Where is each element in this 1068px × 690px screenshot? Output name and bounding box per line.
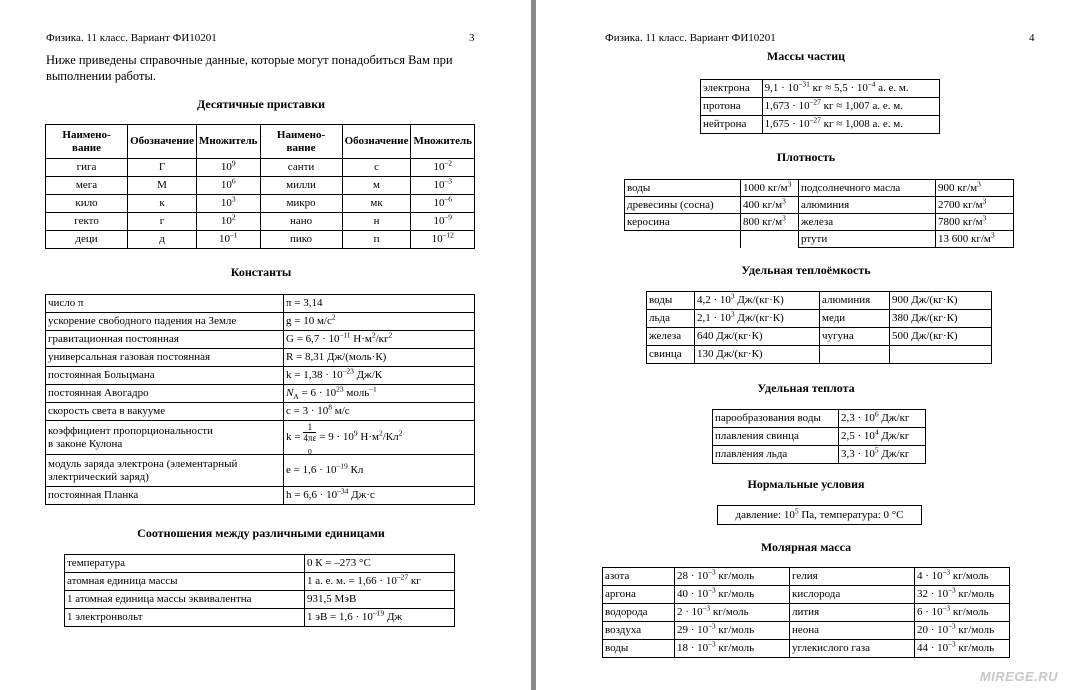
table-row [65, 609, 455, 627]
cell: гравитационная постоянная [46, 331, 284, 349]
table-row [46, 195, 475, 213]
constants-table [45, 294, 475, 505]
page-number: 4 [1029, 32, 1035, 44]
cell [820, 346, 890, 364]
cell: 800 $кг/м^3$ [741, 214, 799, 231]
cell: $10^{-12}$ [411, 231, 475, 249]
cell: $18 \cdot 10^{-3}$ кг/моль [675, 640, 790, 658]
cell: модуль заряда электрона (элементарный электрический заряд) [46, 455, 284, 487]
table-row [713, 446, 926, 464]
cell: коэффициент пропорциональности в законе Кулона [46, 421, 284, 455]
table-row [713, 410, 926, 428]
page-3 [0, 0, 531, 690]
cell: ускорение свободного падения на Земле [46, 313, 284, 331]
table-row [625, 214, 1014, 231]
table-row [647, 328, 992, 346]
table-row [46, 331, 475, 349]
table-row [46, 403, 475, 421]
cell: микро [260, 195, 342, 213]
cell: $4 \cdot 10^{-3}$ кг/моль [915, 568, 1010, 586]
cell: меди [820, 310, 890, 328]
table-row [46, 295, 475, 313]
cell: давление: $10^5$ Па, температура: 0 °С [718, 506, 922, 525]
cell: гига [46, 159, 128, 177]
cell: железа [799, 214, 936, 231]
units-heading: Соотношения между различными единицами [137, 526, 385, 540]
cell: 0 К = –273 °С [305, 555, 455, 573]
table-row [701, 98, 940, 116]
cell: 1 атомная единица массы эквивалентна [65, 591, 305, 609]
cell: $29 \cdot 10^{-3}$ кг/моль [675, 622, 790, 640]
cell: $44 \cdot 10^{-3}$ кг/моль [915, 640, 1010, 658]
cell: 931,5 МэВ [305, 591, 455, 609]
cell: $k = 1,38 \cdot 10^{-23}$ Дж/К [284, 367, 475, 385]
cell: число π [46, 295, 284, 313]
cell: $10^2$ [196, 213, 260, 231]
latent-heat-heading: Удельная теплота [757, 381, 855, 395]
cell: 13 600 $кг/м^3$ [936, 231, 1014, 248]
cell: $40 \cdot 10^{-3}$ кг/моль [675, 586, 790, 604]
cell: g = 10 $м/с^2$ [284, 313, 475, 331]
table-row [46, 231, 475, 249]
table-row [46, 367, 475, 385]
table-row [713, 428, 926, 446]
cell: 900 Дж/(кг·К) [890, 292, 992, 310]
cell: $28 \cdot 10^{-3}$ кг/моль [675, 568, 790, 586]
cell: п [342, 231, 411, 249]
table-row [718, 506, 922, 525]
cell: 900 $кг/м^3$ [936, 180, 1014, 197]
cell: милли [260, 177, 342, 195]
table-row [647, 310, 992, 328]
col-name: Наимено-вание [46, 125, 128, 159]
cell: санти [260, 159, 342, 177]
cell: $3,3 \cdot 10^5$ Дж/кг [839, 446, 926, 464]
table-row [603, 604, 1010, 622]
intro-text: Ниже приведены справочные данные, которые могут понадобиться Вам при выполнении работы. [46, 53, 453, 83]
cell: $2,3 \cdot 10^6$ Дж/кг [839, 410, 926, 428]
site-watermark: MIREGE.RU [979, 669, 1058, 684]
table-row [46, 313, 475, 331]
prefixes-heading: Десятичные приставки [196, 97, 326, 111]
page-4 [536, 0, 1068, 690]
cell: $N_A = 6 \cdot 10^{23}$ моль$^{-1}$ [284, 385, 475, 403]
table-row [46, 385, 475, 403]
heat-capacity-table [646, 291, 992, 364]
table-row [65, 555, 455, 573]
cell: постоянная Больцмана [46, 367, 284, 385]
cell: 640 Дж/(кг·К) [695, 328, 820, 346]
masses-heading: Массы частиц [766, 49, 846, 63]
cell: кислорода [790, 586, 915, 604]
col-name: Наимено-вание [260, 125, 342, 159]
cell: $6 \cdot 10^{-3}$ кг/моль [915, 604, 1010, 622]
masses-table [700, 79, 940, 134]
cell: 130 Дж/(кг·К) [695, 346, 820, 364]
cell: $e = 1,6 \cdot 10^{-19}$ Кл [284, 455, 475, 487]
cell: воды [603, 640, 675, 658]
cell: $10^9$ [196, 159, 260, 177]
cell: свинца [647, 346, 695, 364]
cell: деци [46, 231, 128, 249]
cell: k = 1 4πε $_0$ = $9 \cdot 10^9$ $Н\cdot м^2/Кл^2$ [284, 421, 475, 455]
cell: $32 \cdot 10^{-3}$ кг/моль [915, 586, 1010, 604]
latent-heat-table [712, 409, 926, 464]
table-row [647, 292, 992, 310]
cell: алюминия [820, 292, 890, 310]
cell: 1000 $кг/м^3$ [741, 180, 799, 197]
cell: 500 Дж/(кг·К) [890, 328, 992, 346]
cell: $h = 6,6 \cdot 10^{-34}$ Дж·с [284, 487, 475, 505]
cell: лития [790, 604, 915, 622]
page-header: Физика. 11 класс. Вариант ФИ10201 [46, 32, 217, 44]
cell: пико [260, 231, 342, 249]
table-row [625, 231, 1014, 248]
cell: чугуна [820, 328, 890, 346]
table-row [46, 177, 475, 195]
table-row [625, 197, 1014, 214]
col-factor: Множитель [196, 125, 260, 159]
molar-mass-table [602, 567, 1010, 658]
cell: $10^{-9}$ [411, 213, 475, 231]
cell: гекто [46, 213, 128, 231]
cell: подсолнечного масла [799, 180, 936, 197]
cell: 400 $кг/м^3$ [741, 197, 799, 214]
cell: универсальная газовая постоянная [46, 349, 284, 367]
cell [741, 231, 799, 248]
cell: R = 8,31 Дж/(моль·К) [284, 349, 475, 367]
heat-capacity-heading: Удельная теплоёмкость [741, 263, 871, 277]
cell: нейтрона [701, 116, 763, 134]
cell: парообразования воды [713, 410, 839, 428]
molar-mass-heading: Молярная масса [760, 540, 852, 554]
cell: $c = 3 \cdot 10^8$ м/с [284, 403, 475, 421]
cell: $10^{-3}$ [411, 177, 475, 195]
cell: 7800 $кг/м^3$ [936, 214, 1014, 231]
cell: плавления льда [713, 446, 839, 464]
cell: $2,1 \cdot 10^3$ Дж/(кг·К) [695, 310, 820, 328]
cell: $10^{-2}$ [411, 159, 475, 177]
density-heading: Плотность [776, 150, 836, 164]
cell: 1 эВ = $1,6 \cdot 10^{-19}$ Дж [305, 609, 455, 627]
table-row [46, 421, 475, 455]
cell: 1 а. е. м. = $1,66 \cdot 10^{-27}$ кг [305, 573, 455, 591]
cell: керосина [625, 214, 741, 231]
cell: температура [65, 555, 305, 573]
density-table [624, 179, 1014, 248]
table-row [647, 346, 992, 364]
cell: $1,675 \cdot 10^{-27}$ кг ≈ 1,008 а. е. м. [762, 116, 939, 134]
cell: древесины (сосна) [625, 197, 741, 214]
table-row [46, 349, 475, 367]
cell: π = 3,14 [284, 295, 475, 313]
cell: аргона [603, 586, 675, 604]
table-row [603, 586, 1010, 604]
cell: воды [647, 292, 695, 310]
cell: постоянная Авогадро [46, 385, 284, 403]
normal-conditions-heading: Нормальные условия [747, 477, 865, 491]
col-symbol: Обозначение [128, 125, 197, 159]
cell: $2 \cdot 10^{-3}$ кг/моль [675, 604, 790, 622]
table-row [603, 622, 1010, 640]
table-row [625, 180, 1014, 197]
cell: протона [701, 98, 763, 116]
cell: $4,2 \cdot 10^3$ Дж/(кг·К) [695, 292, 820, 310]
cell: постоянная Планка [46, 487, 284, 505]
cell: азота [603, 568, 675, 586]
table-row [603, 640, 1010, 658]
cell: $10^6$ [196, 177, 260, 195]
cell: нано [260, 213, 342, 231]
cell: атомная единица массы [65, 573, 305, 591]
cell: гелия [790, 568, 915, 586]
table-row [603, 568, 1010, 586]
cell: $20 \cdot 10^{-3}$ кг/моль [915, 622, 1010, 640]
cell: углекислого газа [790, 640, 915, 658]
table-row [65, 573, 455, 591]
cell: ртути [799, 231, 936, 248]
cell: скорость света в вакууме [46, 403, 284, 421]
col-factor: Множитель [411, 125, 475, 159]
cell: воздуха [603, 622, 675, 640]
page-header: Физика. 11 класс. Вариант ФИ10201 [605, 32, 776, 44]
table-row [46, 455, 475, 487]
cell: $10^3$ [196, 195, 260, 213]
table-row [46, 159, 475, 177]
cell: льда [647, 310, 695, 328]
cell: неона [790, 622, 915, 640]
cell: 1 электронвольт [65, 609, 305, 627]
units-table [64, 554, 455, 627]
normal-conditions-table [717, 505, 922, 525]
cell: г [128, 213, 197, 231]
cell: м [342, 177, 411, 195]
cell: водорода [603, 604, 675, 622]
cell: 2700 $кг/м^3$ [936, 197, 1014, 214]
cell: $10^{-6}$ [411, 195, 475, 213]
table-row [701, 116, 940, 134]
cell: железа [647, 328, 695, 346]
cell: мега [46, 177, 128, 195]
cell: плавления свинца [713, 428, 839, 446]
col-symbol: Обозначение [342, 125, 411, 159]
cell: 380 Дж/(кг·К) [890, 310, 992, 328]
cell: воды [625, 180, 741, 197]
cell: Г [128, 159, 197, 177]
cell: мк [342, 195, 411, 213]
table-row [701, 80, 940, 98]
cell: н [342, 213, 411, 231]
cell: $2,5 \cdot 10^4$ Дж/кг [839, 428, 926, 446]
cell: с [342, 159, 411, 177]
cell [625, 231, 741, 248]
page-number: 3 [469, 32, 475, 44]
cell: $G = 6,7 \cdot 10^{-11}$ $Н\cdot м^2/кг^2$ [284, 331, 475, 349]
cell: $1,673 \cdot 10^{-27}$ кг ≈ 1,007 а. е. м. [762, 98, 939, 116]
table-row [46, 487, 475, 505]
cell: кило [46, 195, 128, 213]
cell: электрона [701, 80, 763, 98]
table-row [46, 213, 475, 231]
fraction: 1 4πε $_0$ [303, 422, 317, 456]
cell: $9,1 \cdot 10^{-31}$ кг ≈ $5,5 \cdot 10^{-4}$ а. е. м. [762, 80, 939, 98]
cell: алюминия [799, 197, 936, 214]
cell: д [128, 231, 197, 249]
table-row [65, 591, 455, 609]
constants-heading: Константы [230, 265, 292, 279]
cell: М [128, 177, 197, 195]
cell [890, 346, 992, 364]
prefixes-table [45, 124, 475, 249]
cell: $10^{-1}$ [196, 231, 260, 249]
cell: к [128, 195, 197, 213]
